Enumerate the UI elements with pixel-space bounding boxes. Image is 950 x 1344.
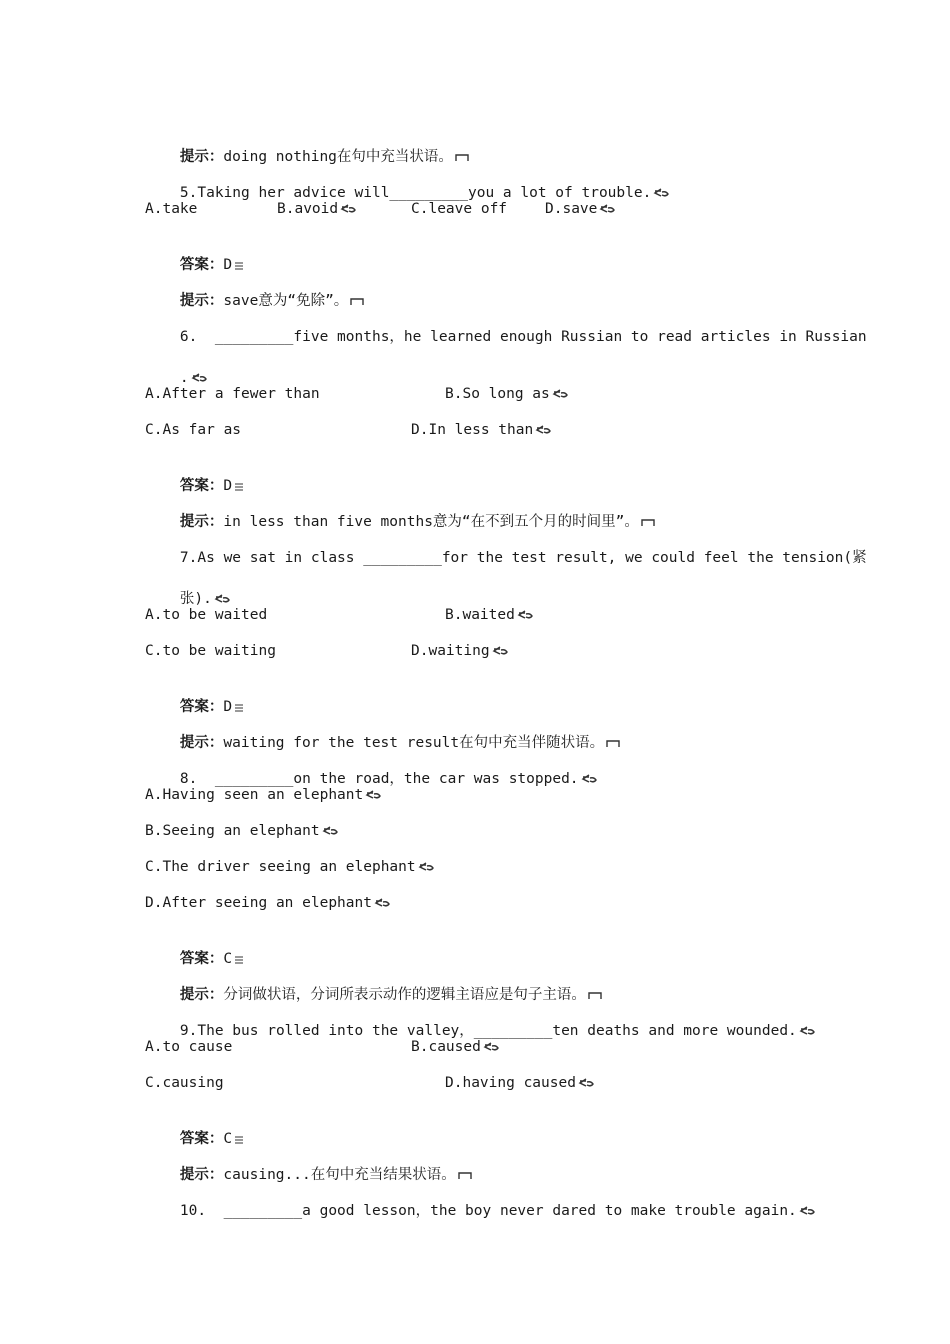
option-c: C.causing: [145, 1075, 224, 1091]
line-break-icon: [374, 898, 390, 908]
hint-label: 提示：: [179, 1167, 224, 1183]
question-10: [145, 1181, 815, 1241]
hint-text: save意为“免除”。: [223, 293, 349, 309]
option-c: C.leave off: [411, 201, 508, 217]
hint-text: causing...在句中充当结果状语。: [223, 1167, 456, 1183]
line-break-icon: [340, 204, 356, 214]
line-break-icon: [599, 204, 615, 214]
line-break-icon: [483, 1042, 499, 1052]
tab-mark-icon: [234, 1134, 244, 1144]
hint-label: 提示：: [179, 149, 224, 165]
tab-mark-icon: [234, 954, 244, 964]
hint-label: 提示：: [179, 514, 224, 530]
hint-label: 提示：: [179, 735, 224, 751]
tab-mark-icon: [234, 702, 244, 712]
paragraph-mark-icon: [350, 296, 364, 306]
option-c: C.The driver seeing an elephant: [145, 857, 434, 877]
hint-label: 提示：: [179, 293, 224, 309]
question-continuation: .: [145, 348, 207, 408]
option-b: B.Seeing an elephant: [145, 821, 338, 841]
paragraph-mark-icon: [606, 738, 620, 748]
answer-value: D: [223, 257, 233, 273]
line-break-icon: [581, 774, 597, 784]
line-break-icon: [535, 425, 551, 435]
option-c: C.As far as: [145, 422, 242, 438]
option-d: D.save: [545, 199, 615, 219]
line-break-icon: [214, 594, 230, 604]
option-b: B.waited: [445, 605, 533, 625]
line-break-icon: [552, 389, 568, 399]
option-a: A.Having seen an elephant: [145, 785, 381, 805]
option-d: D.waiting: [411, 641, 508, 661]
line-break-icon: [191, 373, 207, 383]
hint-text: 分词做状语，分词所表示动作的逻辑主语应是句子主语。: [223, 987, 586, 1003]
hint-text: doing nothing在句中充当状语。: [223, 149, 453, 165]
answer-value: D: [223, 478, 233, 494]
question-text: 5.Taking her advice will_________you a lot of trouble.: [179, 185, 652, 201]
option-d: D.having caused: [445, 1073, 594, 1093]
question-continuation: 张).: [145, 569, 230, 629]
question-text: 9.The bus rolled into the valley，_________ten deaths and more wounded.: [179, 1023, 797, 1039]
line-break-icon: [365, 790, 381, 800]
line-break-icon: [492, 646, 508, 656]
question-7: [145, 528, 867, 588]
hint-label: 提示：: [179, 987, 224, 1003]
hint-text: in less than five months意为“在不到五个月的时间里”。: [223, 514, 639, 530]
paragraph-mark-icon: [588, 990, 602, 1000]
answer-value: D: [223, 699, 233, 715]
line-break-icon: [418, 862, 434, 872]
line-break-icon: [653, 188, 669, 198]
option-a: A.take: [145, 201, 198, 217]
tab-mark-icon: [234, 260, 244, 270]
answer-label: 答案：: [179, 478, 224, 494]
option-d: D.After seeing an elephant: [145, 893, 390, 913]
answer-label: 答案：: [179, 951, 224, 967]
line-break-icon: [578, 1078, 594, 1088]
line-break-icon: [799, 1206, 815, 1216]
question-text: 7.As we sat in class _________for the test result, we could feel the tension(紧: [179, 550, 867, 566]
line-break-icon: [799, 1026, 815, 1036]
option-a: A.to cause: [145, 1039, 233, 1055]
line-break-icon: [322, 826, 338, 836]
option-d: D.In less than: [411, 420, 551, 440]
paragraph-mark-icon: [455, 152, 469, 162]
answer-label: 答案：: [179, 257, 224, 273]
tab-mark-icon: [234, 481, 244, 491]
question-text: 6. _________five months，he learned enough Russian to read articles in Russian: [179, 329, 867, 345]
option-b: B.So long as: [445, 384, 568, 404]
line-break-icon: [517, 610, 533, 620]
question-6: [145, 307, 867, 367]
option-b: B.avoid: [277, 199, 356, 219]
question-text: 10. _________a good lesson，the boy never dared to make trouble again.: [179, 1203, 797, 1219]
option-b: B.caused: [411, 1037, 499, 1057]
paragraph-mark-icon: [641, 517, 655, 527]
option-a: A.to be waited: [145, 607, 268, 623]
answer-value: C: [223, 1131, 233, 1147]
question-text: 8. _________on the road，the car was stopped.: [179, 771, 579, 787]
option-a: A.After a fewer than: [145, 386, 320, 402]
answer-label: 答案：: [179, 699, 224, 715]
answer-label: 答案：: [179, 1131, 224, 1147]
hint-text: waiting for the test result在句中充当伴随状语。: [223, 735, 605, 751]
paragraph-mark-icon: [458, 1170, 472, 1180]
answer-value: C: [223, 951, 233, 967]
option-c: C.to be waiting: [145, 643, 276, 659]
